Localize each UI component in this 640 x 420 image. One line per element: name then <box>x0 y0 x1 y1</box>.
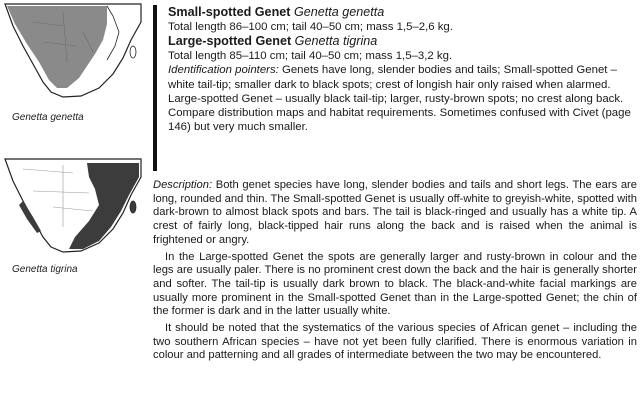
identification-pointers-text: Genets have long, slender bodies and tails; Small-spotted Genet – white tail-tip; smaller dark to black spots; crest of longish hair only raised when alarmed. Large-spotted Genet – usually black tail-tip; larger, rusty-brown spots; no crest along back. Compare distribution maps and habitat requirements. Sometimes confused with Civet (page 146) but very much smaller. <box>168 64 631 134</box>
species2-common-name: Large-spotted Genet <box>168 34 292 49</box>
description-section <box>153 179 637 366</box>
species1-heading <box>168 5 638 20</box>
description-paragraph-1-text: Both genet species have long, slender bodies and tails and short legs. The ears are long, rounded and thin. The Small-spotted Genet is usually off-white to greyish-white, spotted with dark-brown to almost black spots and bars. The tail is black-ringed and usually has a white tip. A crest of fairly long, black-tipped hair runs along the back and is raised when the animal is frightened or angry. <box>153 179 637 246</box>
species2-measurements: Total length 85–110 cm; tail 40–50 cm; mass 1,5–3,2 kg. <box>168 50 453 63</box>
description-paragraph-1 <box>153 179 637 248</box>
map-svg-genetta-genetta <box>3 2 143 99</box>
distribution-map-genetta-tigrina <box>3 157 143 254</box>
species1-common-name: Small-spotted Genet <box>168 5 291 19</box>
species1-scientific-name: Genetta genetta <box>293 5 385 19</box>
identification-pointers-label: Identification pointers: <box>168 64 279 77</box>
species1-measurements: Total length 86–100 cm; tail 40–50 cm; mass 1,5–2,6 kg. <box>168 21 453 33</box>
map-svg-genetta-tigrina <box>3 157 143 254</box>
map-caption-genetta-tigrina: Genetta tigrina <box>12 264 78 275</box>
description-label: Description: <box>153 179 213 191</box>
description-paragraph-3: It should be noted that the systematics of the various species of African genet – including the two southern African species – have not yet been fully clarified. There is enormous variation in colour and patterning and all grades of intermediate between the two may be encountered. <box>153 322 637 362</box>
species2-scientific-name: Genetta tigrina <box>294 34 378 49</box>
identification-pointers <box>168 63 638 134</box>
identification-block <box>153 5 638 171</box>
map-caption-genetta-genetta: Genetta genetta <box>12 112 84 123</box>
distribution-map-genetta-genetta <box>3 2 143 99</box>
species2-heading <box>168 34 638 49</box>
description-paragraph-2: In the Large-spotted Genet the spots are generally larger and rusty-brown in colour and the legs are usually paler. There is no prominent crest down the back and the hair is generally shorter and softer. The tail-tip is usually dark brown to black. The black-and-white facial markings are usually more prominent in the Small-spotted Genet than in the Large-spotted Genet; the chin of the former is dark and in the latter usually white. <box>153 250 637 318</box>
